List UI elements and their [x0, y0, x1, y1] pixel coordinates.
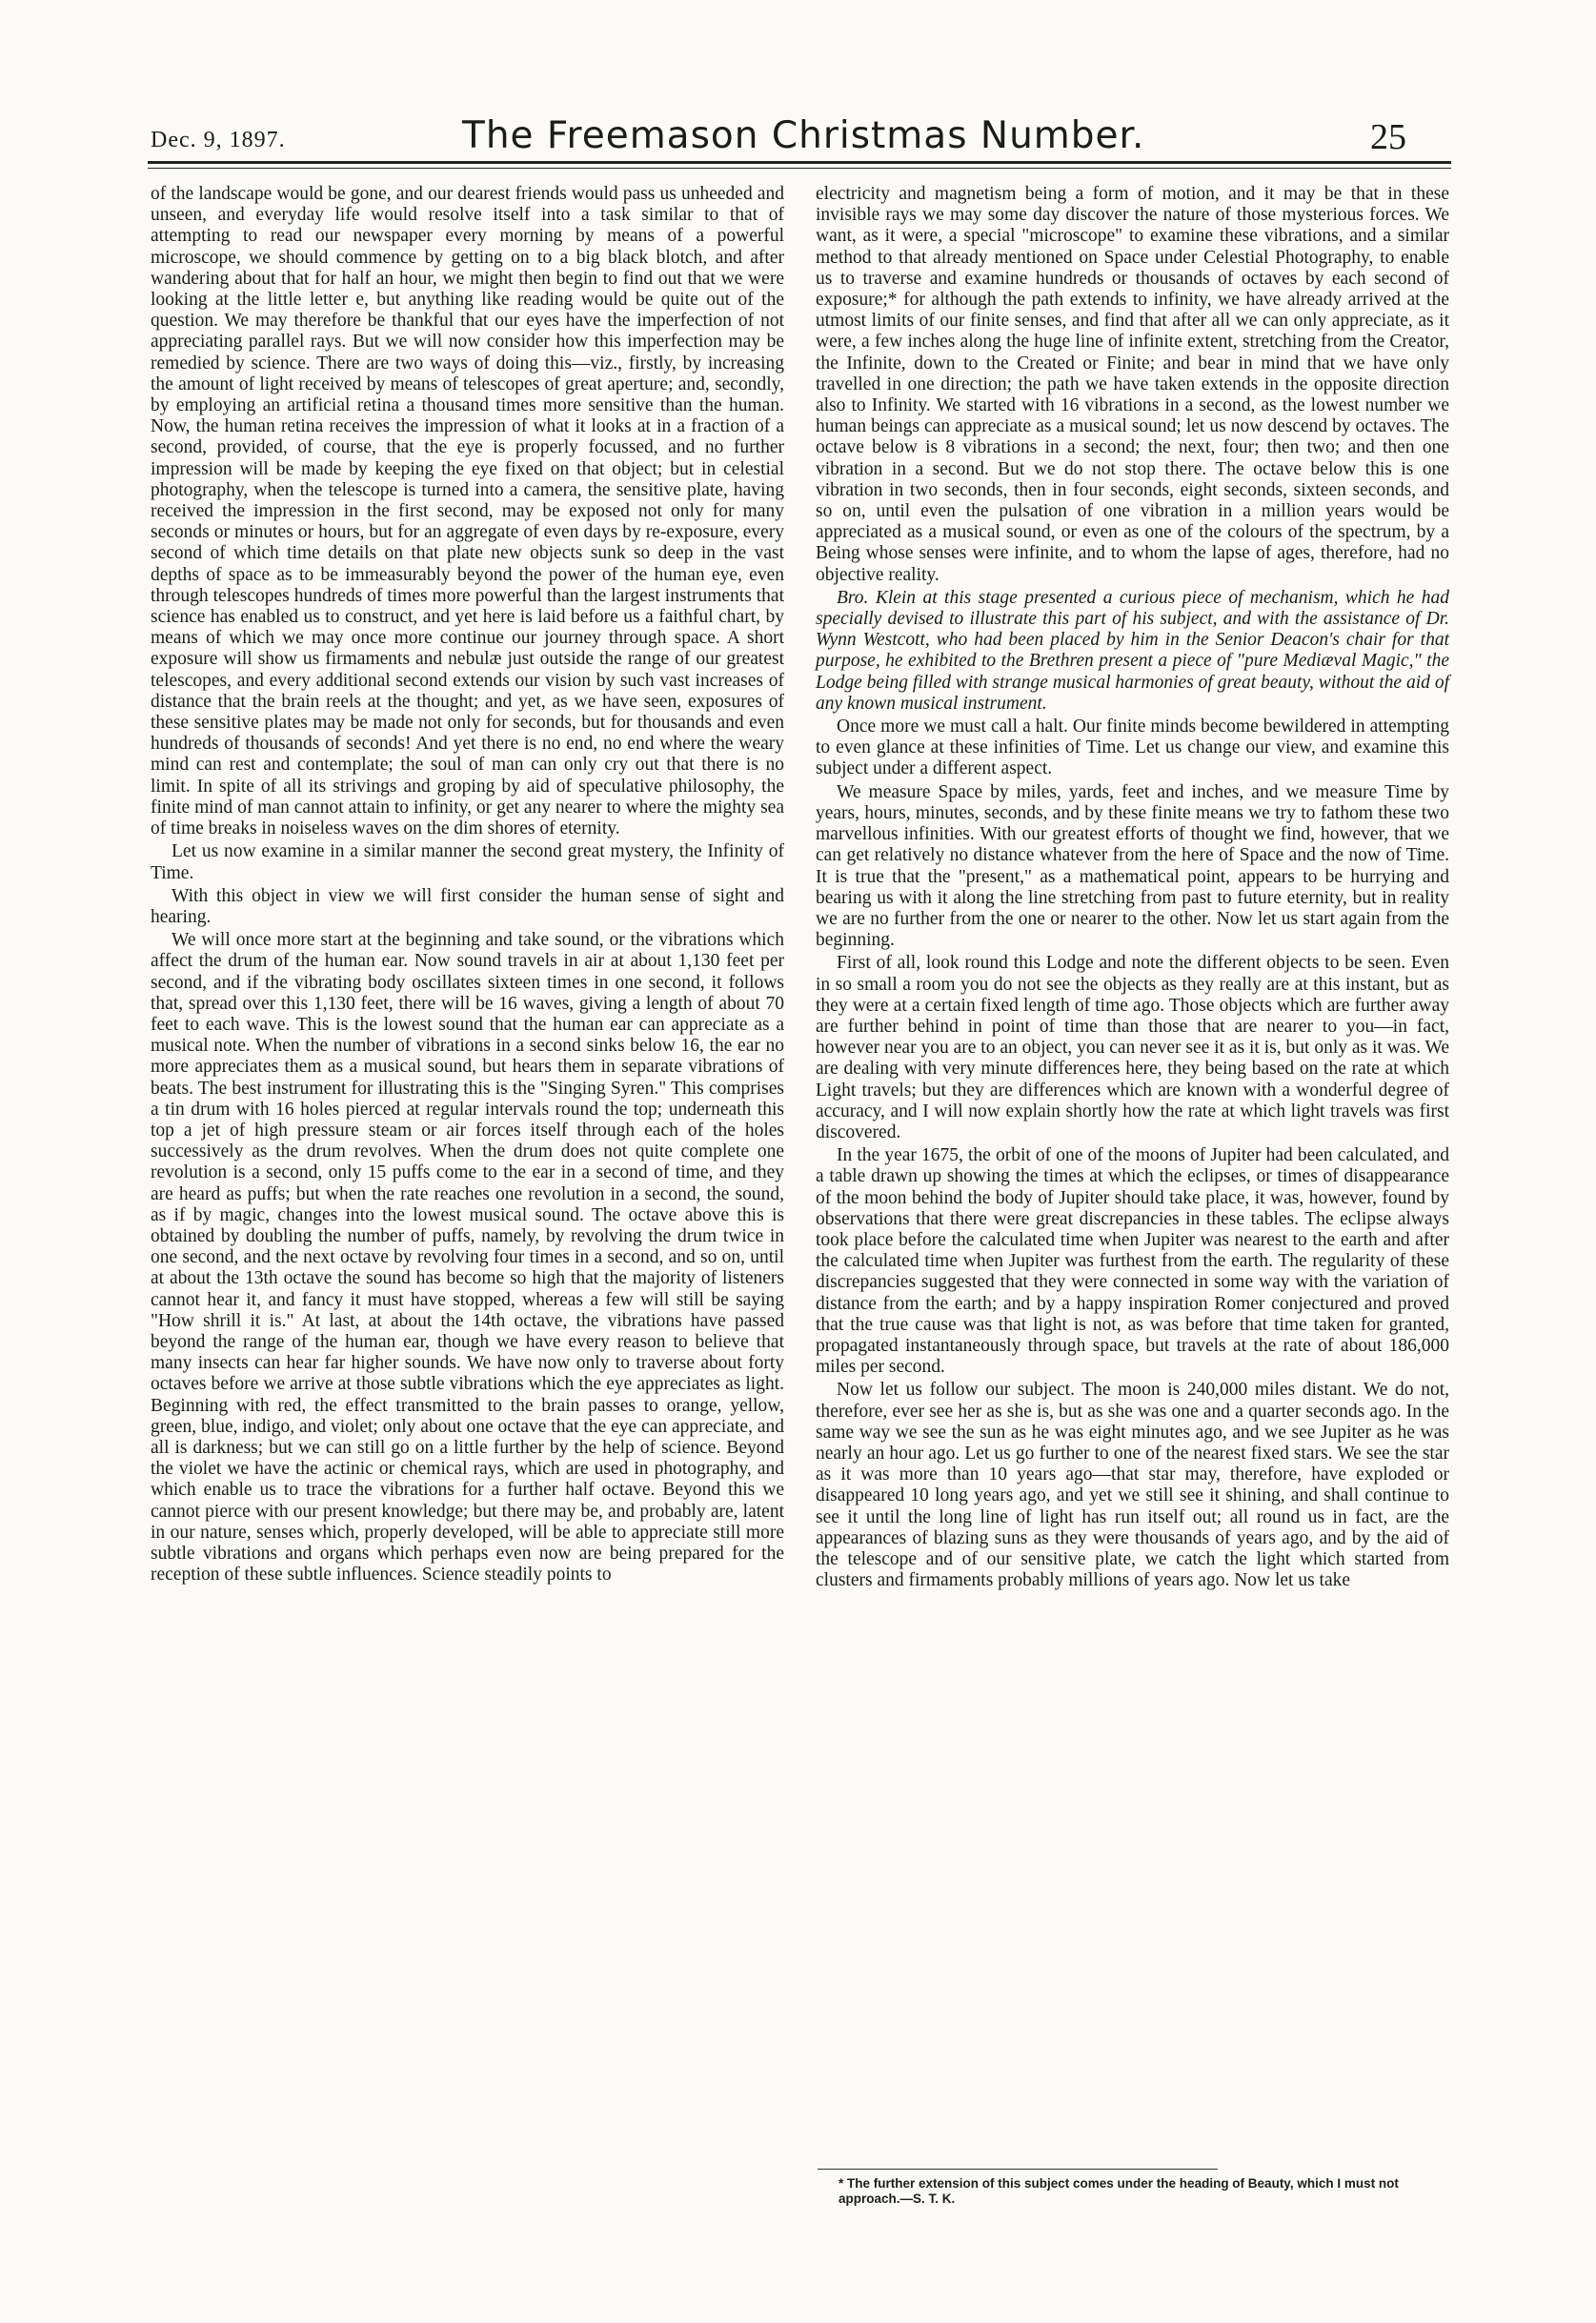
- paragraph: of the landscape would be gone, and our dearest friends would pass us unheeded and unseen, and everyday life would resolve itself into a task similar to that of attempting to read our newspaper every morning by means of a powerful microscope, we should commence by getting on to a big black blotch, and after wandering about that for half an hour, we might then begin to find out that we were looking at the little letter e, but anything like reading would be quite out of the question. We may therefore be thankful that our eyes have the imperfection of not appreciating parallel rays. But we will now consider how this imperfection may be remedied by science. There are two ways of doing this—viz., firstly, by increasing the amount of light received by means of telescopes of great aperture; and, secondly, by employing an artificial retina a thousand times more sensitive than the human. Now, the human retina receives the impression of what it looks at in a fraction of a second, provided, of course, that the eye is properly focussed, and no further impression will be made by keeping the eye fixed on that object; but in celestial photography, when the telescope is turned into a camera, the sensitive plate, having received the impression in the first second, may be exposed not only for many seconds or minutes or hours, but for an aggregate of even days by re-exposure, every second of which time details on that plate new objects sunk so deep in the vast depths of space as to be immeasurably beyond the power of the human eye, even through telescopes hundreds of times more powerful than the largest instruments that science has enabled us to construct, and yet here is laid before us a faithful chart, by means of which we may once more continue our journey through space. A short exposure will show us firmaments and nebulæ just outside the range of our greatest telescopes, and every additional second extends our vision by such vast increases of distance that the brain reels at the thought; and yet, as we have seen, exposures of these sensitive plates may be made not only for seconds, but for thousands and even hundreds of thousands of seconds! And yet there is no end, no end where the weary mind can rest and contemplate; the soul of man can only cry out that there is no limit. In spite of all its strivings and groping by aid of speculative philosophy, the finite mind of man cannot attain to infinity, or get any nearer to where the mighty sea of time breaks in noiseless waves on the dim shores of eternity.: [151, 184, 784, 839]
- header-rule: [148, 161, 1451, 164]
- page-header: [0, 0, 1596, 167]
- paragraph: First of all, look round this Lodge and note the different objects to be seen. Even in so small a room you do not see the objects as they really are at this instant, but as they were at a certain fixed length of time ago. Those objects which are further away are further behind in point of time than those that are nearer to you—in fact, however near you are to an object, you can never see it as it is, but only as it was. We are dealing with very minute differences here, they being based on the rate at which Light travels; but they are differences which are known with a wonderful degree of accuracy, and I will now explain shortly how the rate at which light travels was first discovered.: [816, 953, 1449, 1142]
- page-number: 25: [1370, 117, 1406, 157]
- issue-date: Dec. 9, 1897.: [151, 128, 286, 152]
- footnote-rule: [818, 2169, 1218, 2170]
- footnote: * The further extension of this subject comes under the heading of Beauty, which I must not approach.—S. T. K.: [838, 2176, 1399, 2206]
- publication-title: The Freemason Christmas Number.: [462, 114, 1145, 157]
- paragraph: Now let us follow our subject. The moon is 240,000 miles distant. We do not, therefore, ever see her as she is, but as she was one and a quarter seconds ago. In the same way we see the sun as he was eight minutes ago, and we see Jupiter as he was nearly an hour ago. Let us go further to one of the nearest fixed stars. We see the star as it was more than 10 years ago—that star may, therefore, have exploded or disappeared 10 long years ago, and yet we still see it shining, and shall continue to see it until the long line of light has run itself out; all round us in fact, are the appearances of blazing suns as they were thousands of years ago, and by the aid of the telescope and of our sensitive plate, we catch the light which started from clusters and firmaments probably millions of years ago. Now let us take: [816, 1380, 1449, 1591]
- paragraph: Once more we must call a halt. Our finite minds become bewildered in attempting to even glance at these infinities of Time. Let us change our view, and examine this subject under a different aspect.: [816, 717, 1449, 779]
- header-rule-thin: [148, 168, 1451, 169]
- paragraph: With this object in view we will first consider the human sense of sight and hearing.: [151, 885, 784, 927]
- paragraph: We will once more start at the beginning and take sound, or the vibrations which affect the drum of the human ear. Now sound travels in air at about 1,130 feet per second, and if the vibrating body oscillates sixteen times in one second, it follows that, spread over this 1,130 feet, there will be 16 waves, giving a length of about 70 feet to each wave. This is the lowest sound that the human ear can appreciate as a musical note. When the number of vibrations in a second sinks below 16, the ear no more appreciates them as a musical sound, but hears them in separate vibrations of beats. The best instrument for illustrating this is the "Singing Syren." This comprises a tin drum with 16 holes pierced at regular intervals round the top; underneath this top a jet of high pressure steam or air forces itself through each of the holes successively as the drum revolves. When the drum does not quite complete one revolution is a second, only 15 puffs come to the ear in a second of time, and they are heard as puffs; but when the rate reaches one revolution in a second, the sound, as if by magic, changes into the lowest musical sound. The octave above this is obtained by doubling the number of puffs, namely, by revolving the drum twice in one second, and the next octave by revolving four times in a second, and so on, until at about the 13th octave the sound has become so high that the majority of listeners cannot hear it, and fancy it must have stopped, whereas a few will still be saying "How shrill it is." At last, at about the 14th octave, the vibrations have passed beyond the range of the human ear, though we have every reason to believe that many insects can hear far higher sounds. We have now only to traverse about forty octaves before we arrive at those subtle vibrations which the eye appreciates as light. Beginning with red, the effect transmitted to the brain passes to orange, yellow, green, blue, indigo, and violet; only about one octave that the eye can appreciate, and all is darkness; but we can still go on a little further by the help of science. Beyond the violet we have the actinic or chemical rays, which are used in photography, and which enable us to trace the vibrations for a further half octave. Beyond this we cannot pierce with our present knowledge; but there may be, and probably are, latent in our nature, senses which, properly developed, will be able to appreciate still more subtle vibrations and organs which perhaps even now are being prepared for the reception of these subtle influences. Science steadily points to: [151, 930, 784, 1586]
- paragraph: Let us now examine in a similar manner the second great mystery, the Infinity of Time.: [151, 841, 784, 883]
- paragraph: In the year 1675, the orbit of one of the moons of Jupiter had been calculated, and a table drawn up showing the times at which the eclipses, or times of disappearance of the moon behind the body of Jupiter should take place, it was, however, found by observations that there were great discrepancies in these tables. The eclipse always took place before the calculated time when Jupiter was nearest to the earth and after the calculated time when Jupiter was furthest from the earth. The regularity of these discrepancies suggested that they were connected in some way with the variation of distance from the earth; and by a happy inspiration Romer conjectured and proved that the true cause was that light is not, as was before that time taken for granted, propagated instantaneously through space, but travels at the rate of about 186,000 miles per second.: [816, 1145, 1449, 1378]
- paragraph: electricity and magnetism being a form of motion, and it may be that in these invisible rays we may some day discover the nature of those mysterious forces. We want, as it were, a special "microscope" to examine these vibrations, and a similar method to that already mentioned on Space under Celestial Photography, to enable us to traverse and examine hundreds or thousands of octaves by each second of exposure;* for although the path extends to infinity, we have already arrived at the utmost limits of our finite senses, and find that after all we can only appreciate, as it were, a few inches along the huge line of infinite extent, stretching from the Creator, the Infinite, down to the Created or Finite; and bear in mind that we have only travelled in one direction; the path we have taken extends in the opposite direction also to Infinity. We started with 16 vibrations in a second, as the lowest number we human beings can appreciate as a musical sound; let us now descend by octaves. The octave below is 8 vibrations in a second; the next, four; then two; and then one vibration in a second. But we do not stop there. The octave below this is one vibration in two seconds, then in four seconds, eight seconds, sixteen seconds, and so on, until even the pulsation of one vibration in a million years would be appreciated as a musical sound, or even as one of the colours of the spectrum, by a Being whose senses were infinite, and to whom the lapse of ages, therefore, had no objective reality.: [816, 184, 1449, 585]
- paragraph: We measure Space by miles, yards, feet and inches, and we measure Time by years, hours, minutes, seconds, and by these finite means we try to fathom these two marvellous infinities. With our greatest efforts of thought we find, however, that we can get relatively no distance whatever from the here of Space and the now of Time. It is true that the "present," as a mathematical point, appears to be hurrying and bearing us with it along the line stretching from past to future eternity, but in reality we are no further from the one or nearer to the other. Now let us start again from the beginning.: [816, 781, 1449, 951]
- right-column: [816, 184, 1449, 1593]
- left-column: [151, 184, 784, 1587]
- paragraph-italic-note: Bro. Klein at this stage presented a curious piece of mechanism, which he had specially devised to illustrate this part of his subject, and with the assistance of Dr. Wynn Westcott, who had been placed by him in the Senior Deacon's chair for that purpose, he exhibited to the Brethren present a piece of "pure Mediæval Magic," the Lodge being filled with strange musical harmonies of great beauty, without the aid of any known musical instrument.: [816, 587, 1449, 714]
